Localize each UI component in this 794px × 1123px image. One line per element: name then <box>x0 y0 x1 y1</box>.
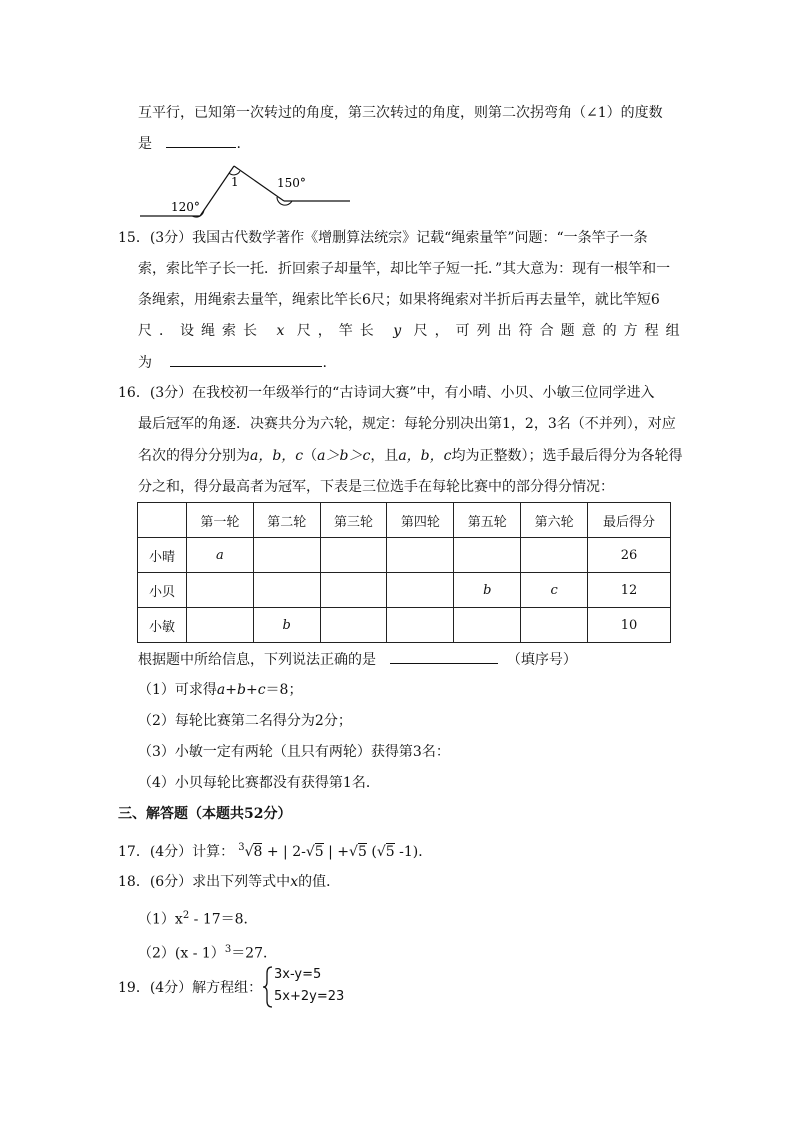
radical-icon: √ <box>305 844 315 860</box>
table-header-cell: 第二轮 <box>253 503 320 538</box>
q17-prefix: 17．(4分）计算： <box>118 844 235 860</box>
table-cell: 小贝 <box>138 573 187 608</box>
q16-option-2: （2）每轮比赛第二名得分为2分； <box>138 713 352 729</box>
table-row <box>138 608 671 643</box>
q19-equation-1: 3x-y=5 <box>274 967 322 982</box>
q14-line2 <box>138 133 241 154</box>
q14-label-150: 150° <box>277 176 306 190</box>
table-cell: 12 <box>588 573 671 608</box>
q16-opt1-eq: a+b+c <box>216 682 266 698</box>
q18-p2-b: ＝27． <box>231 945 278 962</box>
q14-angle-figure <box>138 160 368 220</box>
table-cell <box>186 608 253 643</box>
q18-title <box>118 872 340 892</box>
table-row <box>138 538 671 573</box>
q17-line <box>118 838 432 862</box>
table-header-cell: 第三轮 <box>320 503 387 538</box>
q16-line3-c: ，且 <box>370 448 399 464</box>
table-cell: 26 <box>588 538 671 573</box>
q15-line4-b: 尺，竿长 <box>296 323 381 339</box>
table-cell: 小晴 <box>138 538 187 573</box>
q18-p1-b: - 17＝8． <box>189 911 258 928</box>
q17-root-index: 3 <box>238 842 245 853</box>
q16-line1: 16．(3分）在我校初一年级举行的“古诗词大赛”中，有小晴、小贝、小敏三位同学进入 <box>118 385 655 401</box>
q16-line3-b: （ <box>303 448 318 464</box>
q16-line3-vars: a，b，c <box>250 448 304 464</box>
q17-mid-3: ( <box>366 844 377 860</box>
table-header-cell: 第六轮 <box>521 503 588 538</box>
q14-label-120: 120° <box>171 200 200 214</box>
table-cell <box>320 608 387 643</box>
q16-option-4: （4）小贝每轮比赛都没有获得第1名． <box>138 775 380 791</box>
q16-option-1 <box>138 680 302 700</box>
table-header-cell: 最后得分 <box>588 503 671 538</box>
table-cell: b <box>253 608 320 643</box>
q15-line4 <box>138 321 687 341</box>
q15-line5-prefix: 为 <box>138 355 152 371</box>
table-cell <box>387 538 454 573</box>
q15-line5 <box>138 352 327 373</box>
q15-line4-a: 尺．设绳索长 <box>138 323 264 339</box>
q18-title-x: x <box>290 874 299 890</box>
table-cell: a <box>186 538 253 573</box>
q17-mid-2: | + <box>323 844 350 860</box>
q18-p2-a: （2）(x - 1） <box>138 945 225 962</box>
table-header-cell <box>138 503 187 538</box>
q19-equation-2: 5x+2y=23 <box>274 989 345 1004</box>
q18-p2-exponent: 3 <box>224 944 232 955</box>
table-header-cell: 第五轮 <box>454 503 521 538</box>
q15-line2: 索，索比竿子长一托．折回索子却量竿，却比竿子短一托．”其大意为：现有一根竿和一 <box>138 261 671 277</box>
radical-icon: √ <box>376 844 386 860</box>
q16-line3-vars2: a，b，c <box>398 448 452 464</box>
table-cell <box>186 573 253 608</box>
q17-radicand-3: 5 <box>357 844 367 860</box>
table-cell: b <box>454 573 521 608</box>
q17-mid-1: + | 2- <box>262 844 306 860</box>
q17-radicand-4: 5 <box>385 844 395 860</box>
q16-answer-blank[interactable] <box>390 649 498 664</box>
table-cell <box>320 538 387 573</box>
table-cell <box>454 538 521 573</box>
q16-after-suffix: （填序号） <box>506 652 577 668</box>
q15-var-x: x <box>276 323 285 339</box>
section-3-heading: 三、解答题（本题共52分） <box>118 806 292 822</box>
q14-label-1: 1 <box>231 175 239 189</box>
q16-line2: 最后冠军的角逐．决赛共分为六轮，规定：每轮分别决出第1，2，3名（不并列），对应 <box>138 416 676 432</box>
table-header-row <box>138 503 671 538</box>
table-cell <box>521 538 588 573</box>
q15-line3: 条绳索，用绳索去量竿，绳索比竿长6尺；如果将绳索对半折后再去量竿，就比竿短6 <box>138 292 660 308</box>
table-cell <box>320 573 387 608</box>
table-cell <box>387 608 454 643</box>
q17-radicand-1: 8 <box>253 844 263 860</box>
q16-after-prefix: 根据题中所给信息，下列说法正确的是 <box>138 652 376 668</box>
q16-after-table <box>138 649 577 670</box>
table-cell <box>253 538 320 573</box>
table-cell <box>454 608 521 643</box>
q18-part-2 <box>138 940 277 964</box>
q17-end: -1)． <box>394 844 433 860</box>
table-cell <box>387 573 454 608</box>
q15-line4-c: 尺，可列出符合题意的方程组 <box>413 323 687 339</box>
q15-var-y: y <box>393 323 402 339</box>
table-row <box>138 573 671 608</box>
q16-line3-a: 名次的得分分别为 <box>138 448 250 464</box>
table-cell <box>521 608 588 643</box>
q16-line4: 分之和，得分最高者为冠军，下表是三位选手在每轮比赛中的部分得分情况： <box>138 479 614 495</box>
brace-icon <box>262 965 274 1009</box>
q15-answer-blank[interactable] <box>170 352 322 367</box>
q14-answer-blank[interactable] <box>166 133 236 148</box>
q16-option-3: （3）小敏一定有两轮（且只有两轮）获得第3名： <box>138 744 450 760</box>
q18-title-b: 的值． <box>298 874 341 890</box>
q16-opt1-b: ＝8； <box>265 682 303 698</box>
q19-prefix: 19．(4分）解方程组： <box>118 980 263 996</box>
q16-opt1-a: （1）可求得 <box>138 682 217 698</box>
q14-line1: 互平行，已知第一次转过的角度，第三次转过的角度，则第二次拐弯角（∠1）的度数 <box>138 105 663 121</box>
radical-icon: √ <box>349 844 358 860</box>
q14-line2-prefix: 是 <box>138 136 152 152</box>
q16-line3-ineq: a＞b＞c <box>317 448 371 464</box>
q18-p1-exponent: 2 <box>182 910 190 921</box>
radical-icon: √ <box>244 844 254 860</box>
table-cell: c <box>521 573 588 608</box>
q16-line3 <box>138 446 682 466</box>
table-cell <box>253 573 320 608</box>
table-cell: 10 <box>588 608 671 643</box>
score-table <box>137 502 671 643</box>
table-cell: 小敏 <box>138 608 187 643</box>
table-header-cell: 第一轮 <box>186 503 253 538</box>
q15-line5-suffix: . <box>322 355 327 371</box>
q18-title-a: 18．(6分）求出下列等式中 <box>118 874 291 890</box>
q18-p1-a: （1）x <box>138 911 183 928</box>
q17-radicand-2: 5 <box>314 844 324 860</box>
q18-part-1 <box>138 906 258 930</box>
q16-line3-d: 均为正整数）；选手最后得分为各轮得 <box>451 448 683 464</box>
q14-line2-suffix: . <box>236 136 241 152</box>
table-header-cell: 第四轮 <box>387 503 454 538</box>
q15-line1: 15．(3分）我国古代数学著作《增删算法统宗》记载“绳索量竿”问题：“一条竿子一条 <box>118 230 648 246</box>
